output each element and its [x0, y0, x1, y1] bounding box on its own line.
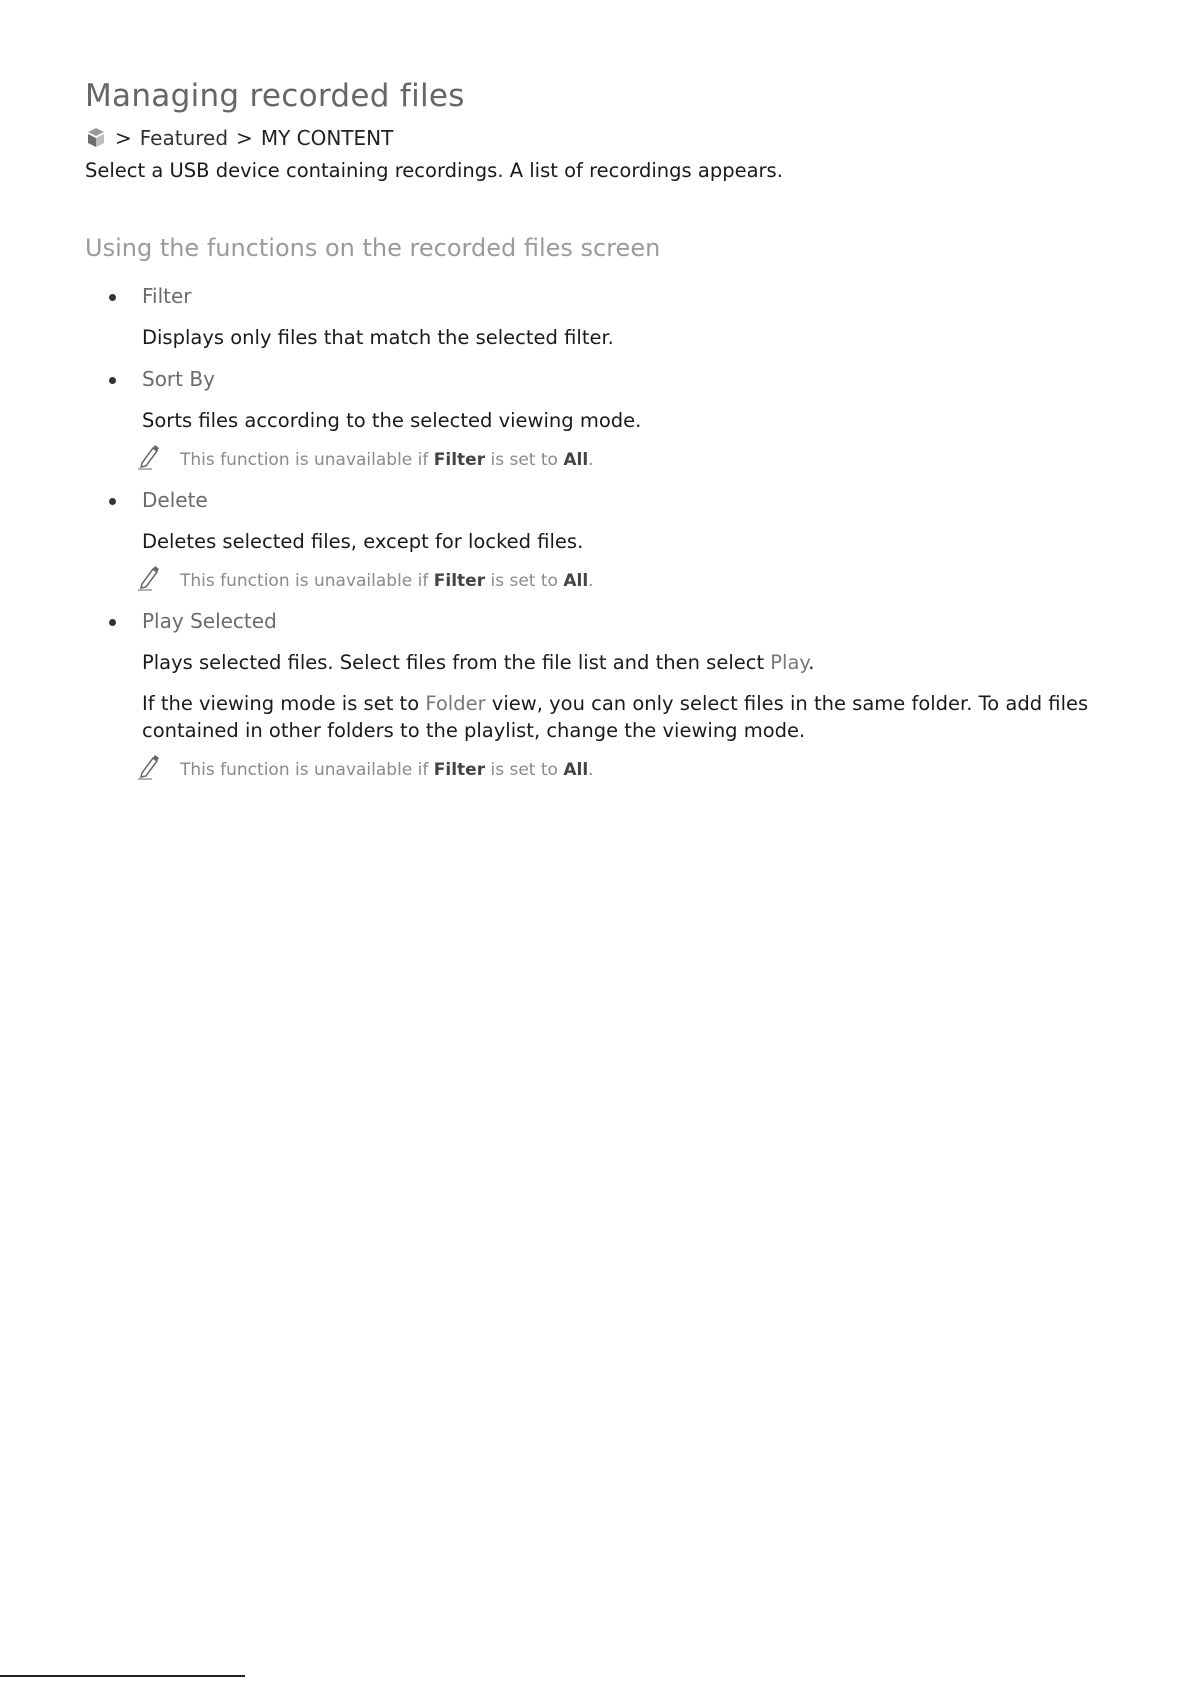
description-text: If the viewing mode is set to	[142, 692, 426, 715]
note	[142, 448, 1115, 472]
item-title: Play Selected	[142, 609, 277, 633]
description-text: view, you can only select files in the same folder. To add files contained in other folders to the playlist, change the viewing mode.	[142, 692, 1089, 742]
function-list	[85, 282, 1115, 782]
note-keyword-all: All	[563, 760, 589, 780]
item-title: Sort By	[142, 367, 215, 391]
note-text: .	[588, 571, 594, 591]
note	[142, 758, 1115, 782]
section-subtitle: Using the functions on the recorded files screen	[85, 234, 661, 262]
note-keyword-filter: Filter	[433, 450, 486, 470]
item-description	[142, 649, 1115, 676]
breadcrumb-featured: Featured	[139, 126, 229, 150]
breadcrumb-separator: >	[236, 126, 253, 150]
note-keyword-all: All	[563, 450, 589, 470]
keyword-play: Play	[770, 651, 809, 674]
description-text: Plays selected files. Select files from the file list and then select	[142, 651, 771, 674]
note	[142, 569, 1115, 593]
pencil-icon	[136, 564, 160, 592]
breadcrumb-my-content: MY CONTENT	[260, 126, 394, 150]
intro-text: Select a USB device containing recordings. A list of recordings appears.	[85, 159, 783, 182]
item-description: Displays only files that match the selected filter.	[142, 326, 614, 349]
note-text: This function is unavailable if	[180, 450, 434, 470]
note-text: This function is unavailable if	[180, 760, 434, 780]
description-text: .	[808, 651, 815, 674]
note-text: is set to	[485, 760, 564, 780]
breadcrumb	[85, 126, 1115, 150]
breadcrumb-separator: >	[115, 126, 132, 150]
item-title: Delete	[142, 488, 208, 512]
keyword-folder: Folder	[425, 692, 486, 715]
footer-divider	[0, 1675, 245, 1677]
note-keyword-all: All	[563, 571, 589, 591]
list-item-delete	[85, 486, 1115, 593]
note-keyword-filter: Filter	[433, 760, 486, 780]
list-item-filter	[85, 282, 1115, 351]
item-description: Deletes selected files, except for locked files.	[142, 530, 584, 553]
list-item-play-selected	[85, 607, 1115, 782]
item-description: Sorts files according to the selected viewing mode.	[142, 409, 642, 432]
note-text: .	[588, 450, 594, 470]
manual-page	[85, 78, 1115, 796]
list-item-sort-by	[85, 365, 1115, 472]
item-title: Filter	[142, 284, 192, 308]
pencil-icon	[136, 443, 160, 471]
note-text: This function is unavailable if	[180, 571, 434, 591]
note-text: is set to	[485, 450, 564, 470]
note-text: is set to	[485, 571, 564, 591]
smart-hub-icon	[85, 127, 107, 149]
note-text: .	[588, 760, 594, 780]
page-title: Managing recorded files	[85, 78, 465, 114]
item-description	[142, 690, 1115, 744]
note-keyword-filter: Filter	[433, 571, 486, 591]
pencil-icon	[136, 753, 160, 781]
